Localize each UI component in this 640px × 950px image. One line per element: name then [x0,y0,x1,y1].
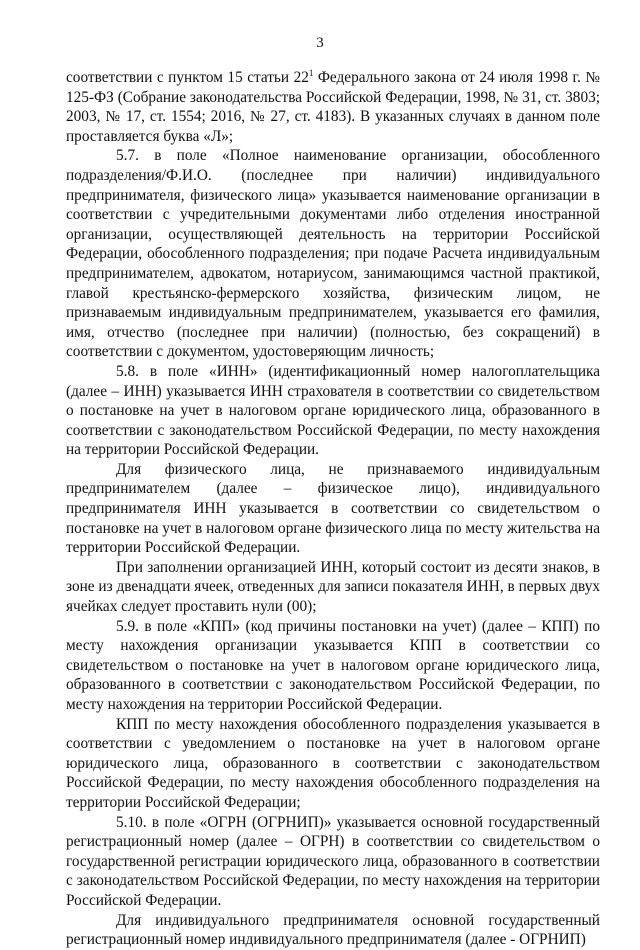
paragraph-5-8: 5.8. в поле «ИНН» (идентификационный номер налогоплательщика (далее – ИНН) указывается ИНН страхователя в соответствии со свидетельством о постановке на учет в налоговом органе юридического лица, образованного в соответствии с законодательством Российской Федерации, по месту нахождения на территории Российской Федерации. [66,362,600,459]
paragraph-5-9: 5.9. в поле «КПП» (код причины постановки на учет) (далее – КПП) по месту нахождения организации указывается КПП в соответствии со свидетельством о постановке на учет в налоговом органе юридического лица, образованного в соответствии с законодательством Российской Федерации, по месту нахождения на территории Российской Федерации. [66,617,600,713]
paragraph-ogrnip: Для индивидуального предпринимателя основной государственный регистрационный номер индивидуального предпринимателя (далее - ОГРНИП) [66,911,600,949]
page-number: 3 [316,35,324,51]
paragraph-continuation [66,68,600,146]
superscript-index: 1 [308,67,314,78]
paragraph-text-part-2: Федерального закона от 24 июля 1998 г. № 125-ФЗ (Собрание законодательства Российской Федерации, 1998, № 31, ст. 3803; 2003, № 17, ст. 1554; 2016, № 27, ст. 4183). В указанных случаях в данном поле проставляется буква «Л»; [66,69,600,145]
paragraph-text-part-1: соответствии с пунктом 15 статьи 22 [66,69,309,86]
paragraph-individual-inn: Для физического лица, не признаваемого индивидуальным предпринимателем (далее – физическое лицо), индивидуального предпринимателя ИНН указывается в соответствии со свидетельством о постановке на учет в налоговом органе физического лица по месту жительства на территории Российской Федерации. [66,460,600,557]
paragraph-inn-zeros: При заполнении организацией ИНН, который состоит из десяти знаков, в зоне из двенадцати ячеек, отведенных для записи показателя ИНН, в первых двух ячейках следует проставить нули (00); [66,558,600,616]
paragraph-5-7: 5.7. в поле «Полное наименование организации, обособленного подразделения/Ф.И.О. (последнее при наличии) индивидуального предпринимателя, физического лица» указывается наименование организации в соответствии с учредительными документами либо отделения иностранной организации, осуществляющей деятельность на территории Российской Федерации, обособленного подразделения; при подаче Расчета индивидуальным предпринимателем, адвокатом, нотариусом, занимающимся частной практикой, главой крестьянско-фермерского хозяйства, физическим лицом, не признаваемым индивидуальным предпринимателем, указывается его фамилия, имя, отчество (последнее при наличии) (полностью, без сокращений) в соответствии с документом, удостоверяющим личность; [66,147,600,361]
paragraph-kpp-subdivision: КПП по месту нахождения обособленного подразделения указывается в соответствии с уведомлением о постановке на учет в налоговом органе юридического лица, образованного в соответствии с законодательством Российской Федерации, по месту нахождения обособленного подразделения на территории Российской Федерации; [66,715,600,811]
paragraph-5-10: 5.10. в поле «ОГРН (ОГРНИП)» указывается основной государственный регистрационный номер (далее – ОГРН) в соответствии со свидетельством о государственной регистрации юридического лица, образованного в соответствии с законодательством Российской Федерации, по месту нахождения на территории Российской Федерации. [66,813,600,909]
document-body [66,68,600,950]
